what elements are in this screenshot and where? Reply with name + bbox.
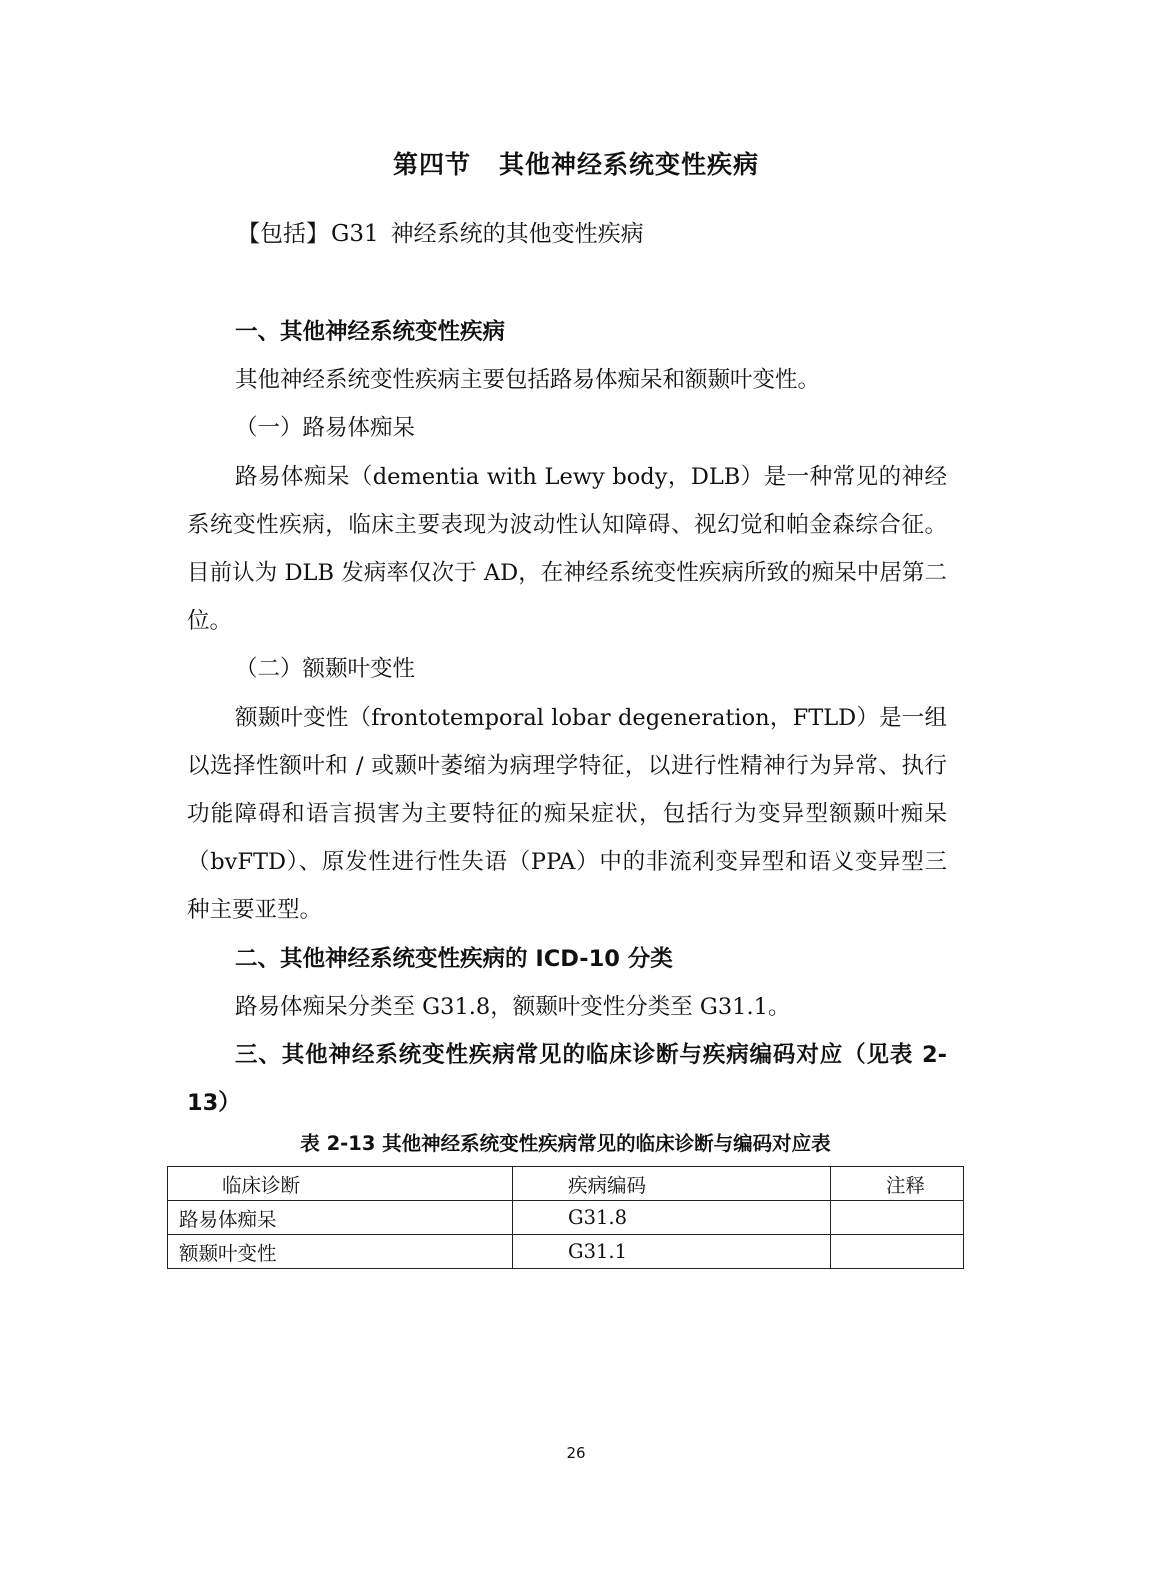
part1-sub2-text: 额颞叶变性（frontotemporal lobar degeneration，FTLD）是一组以选择性额叶和 / 或颞叶萎缩为病理学特征，以进行性精神行为异常、执行功能障碍和语言损害为主要特征的痴呆症状，包括行为变异型额颞叶痴呆（bvFTD）、原发性进行性失语（PPA）中的非流利变异型和语义变异型三种主要亚型。 xyxy=(187,704,947,924)
part3-heading: 三、其他神经系统变性疾病常见的临床诊断与疾病编码对应（见表 2-13） xyxy=(187,1042,947,1117)
section-title xyxy=(0,145,1152,181)
part1-intro: 其他神经系统变性疾病主要包括路易体痴呆和额颞叶变性。 xyxy=(235,367,821,394)
part1-heading: 一、其他神经系统变性疾病 xyxy=(235,319,506,345)
table-cell xyxy=(831,1235,964,1269)
table-header-cell: 临床诊断 xyxy=(168,1167,513,1201)
table-cell: 额颞叶变性 xyxy=(168,1235,513,1269)
table-row xyxy=(168,1235,964,1269)
body-text xyxy=(187,308,947,1127)
includes-code: G31 xyxy=(331,221,379,247)
table-cell xyxy=(831,1201,964,1235)
part1-sub1-text: 路易体痴呆（dementia with Lewy body，DLB）是一种常见的神经系统变性疾病，临床主要表现为波动性认知障碍、视幻觉和帕金森综合征。目前认为 DLB 发病率仅次于 AD，在神经系统变性疾病所致的痴呆中居第二位。 xyxy=(187,463,947,635)
part1-sub2-heading: （二）额颞叶变性 xyxy=(235,656,416,683)
section-name: 其他神经系统变性疾病 xyxy=(499,150,760,179)
includes-line xyxy=(237,215,644,248)
table-header-cell: 疾病编码 xyxy=(513,1167,831,1201)
section-number: 第四节 xyxy=(392,150,471,179)
table-header-cell: 注释 xyxy=(831,1167,964,1201)
table-row xyxy=(168,1201,964,1235)
diagnosis-code-table xyxy=(167,1166,964,1269)
table-caption: 表 2-13 其他神经系统变性疾病常见的临床诊断与编码对应表 xyxy=(300,1132,831,1155)
table-cell: G31.8 xyxy=(513,1201,831,1235)
table-cell: G31.1 xyxy=(513,1235,831,1269)
includes-label: 【包括】 xyxy=(237,221,329,247)
part1-sub1-heading: （一）路易体痴呆 xyxy=(235,415,416,442)
part2-heading: 二、其他神经系统变性疾病的 ICD-10 分类 xyxy=(235,945,673,972)
includes-text: 神经系统的其他变性疾病 xyxy=(390,221,644,247)
page-number: 26 xyxy=(566,1444,586,1462)
part2-text: 路易体痴呆分类至 G31.8，额颞叶变性分类至 G31.1。 xyxy=(235,993,791,1020)
table-cell: 路易体痴呆 xyxy=(168,1201,513,1235)
table-header-row xyxy=(168,1167,964,1201)
